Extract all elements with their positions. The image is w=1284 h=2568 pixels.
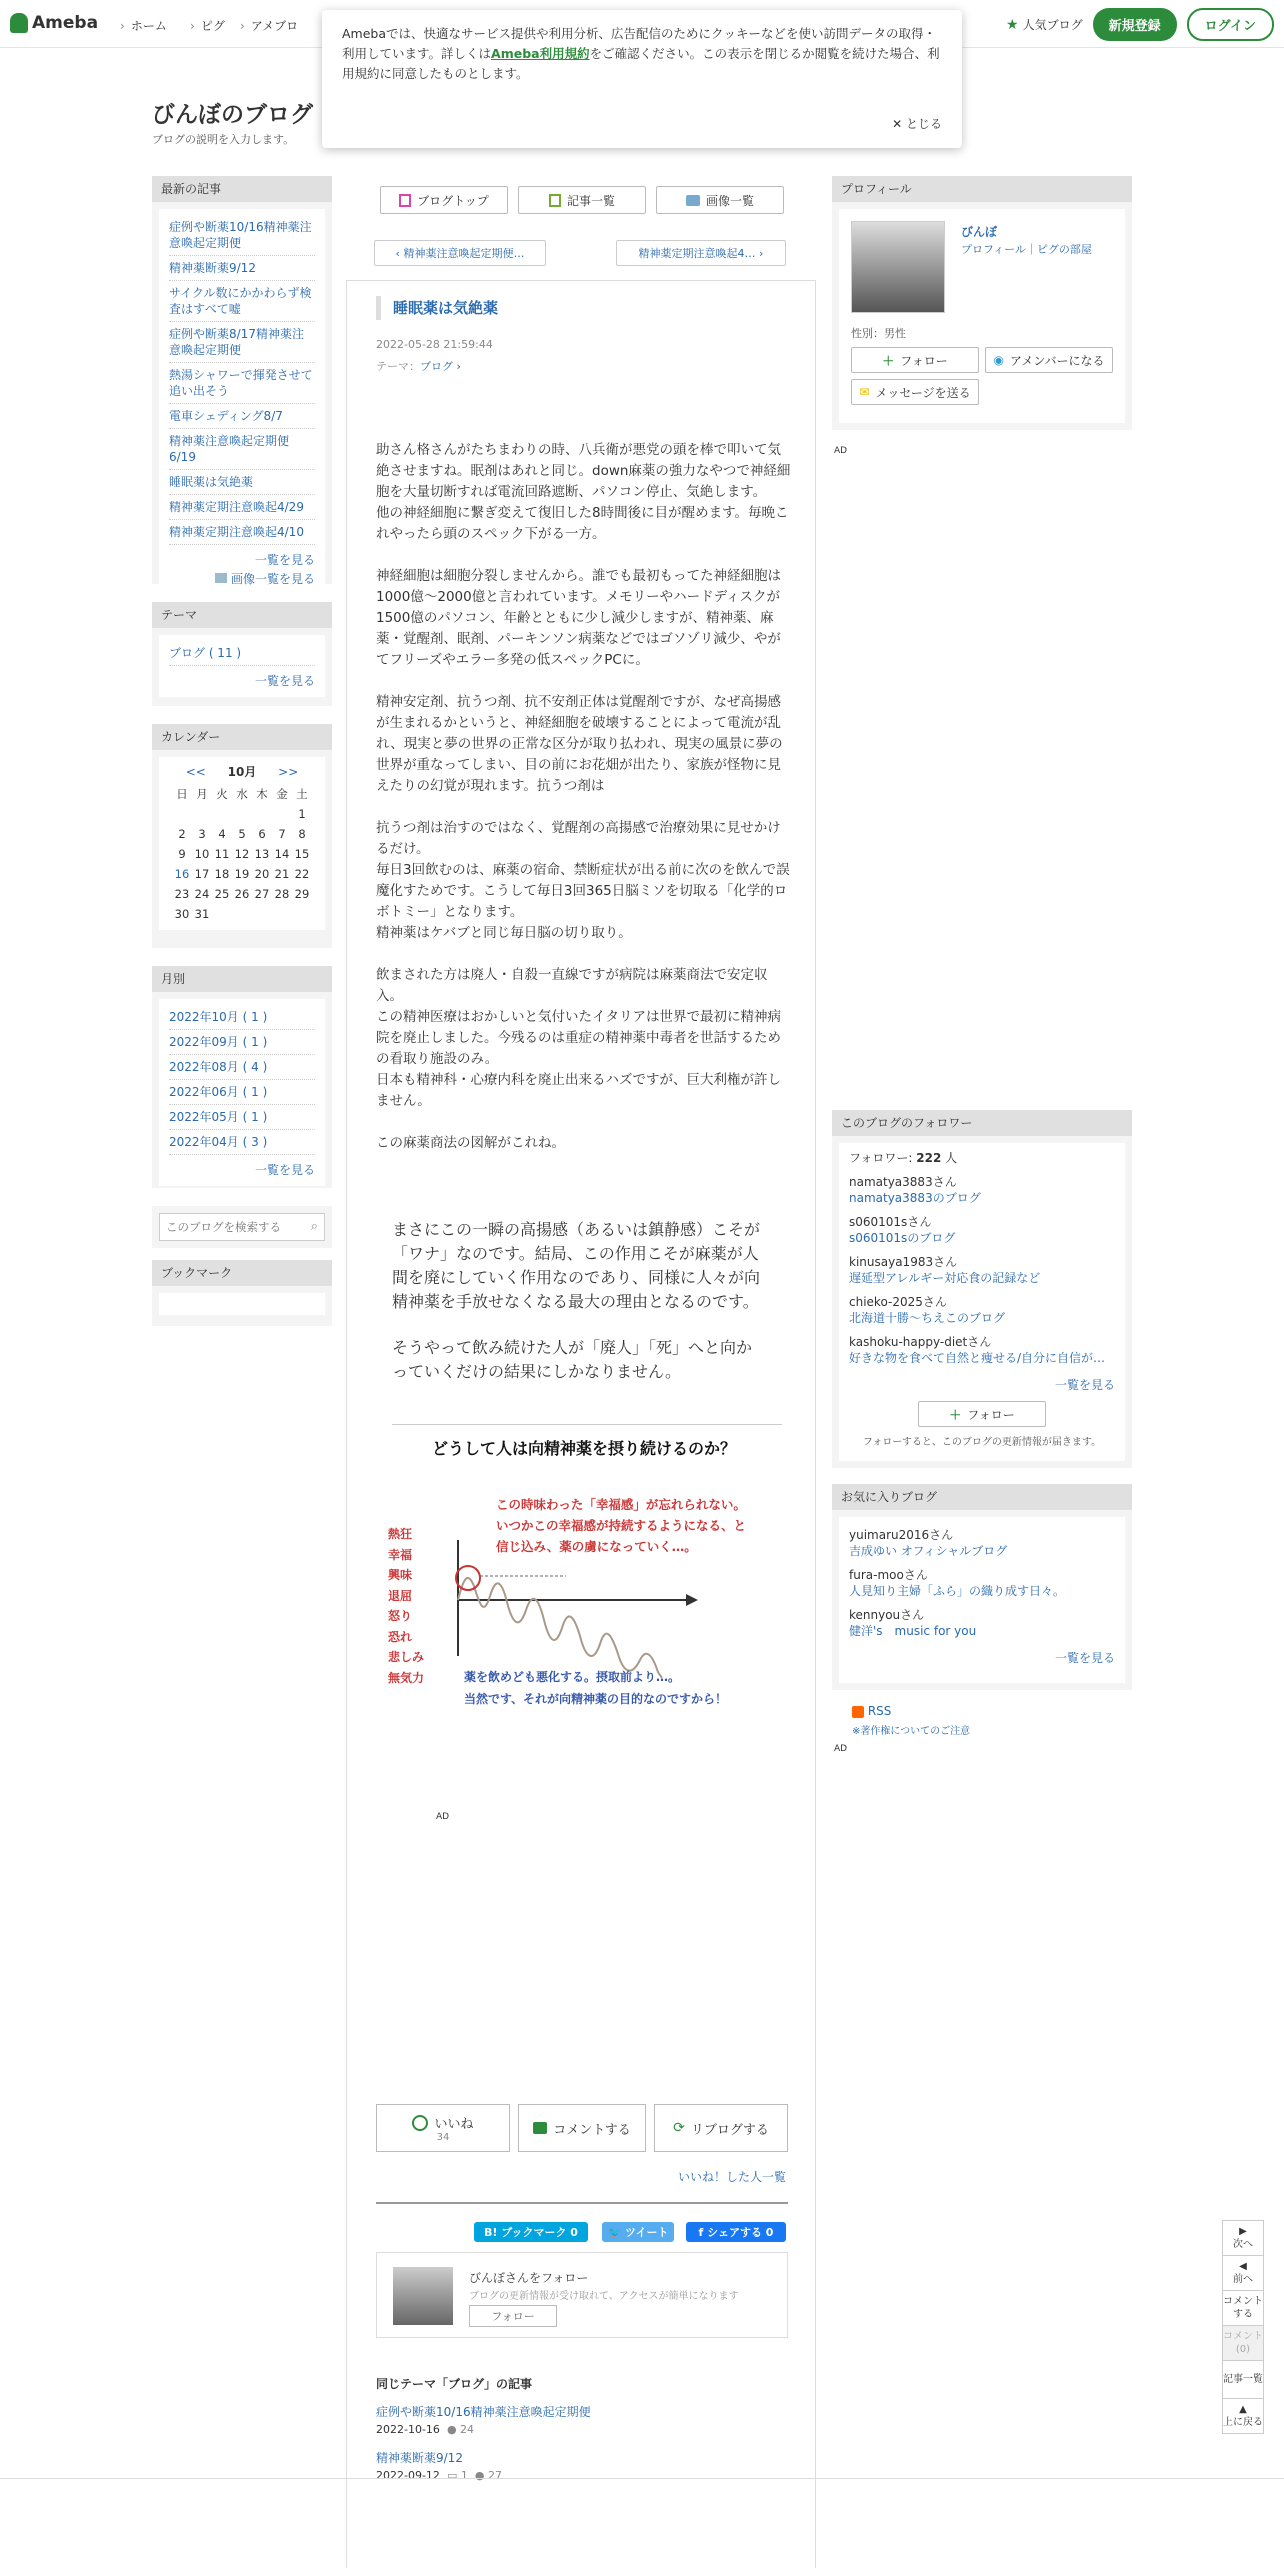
- chevron-right-icon: ›: [453, 360, 461, 373]
- cookie-notice: Amebaでは、快適なサービス提供や利用分析、広告配信のためにクッキーなどを使い訪問データの取得・利用しています。詳しくはAmeba利用規約をご確認ください。この表示を閉じるか閲覧を続けた場合、利用規約に同意したものとします。 ✕ とじる: [322, 10, 962, 148]
- camera-icon: [686, 195, 700, 206]
- reblog-button[interactable]: ⟳ リブログする: [654, 2104, 788, 2152]
- follower-name: namatya3883さん: [849, 1175, 957, 1189]
- image-list-button[interactable]: 画像一覧: [656, 186, 784, 214]
- footer-divider: [0, 2478, 1284, 2479]
- profile-avatar[interactable]: [851, 221, 945, 313]
- calendar-table: [172, 784, 312, 924]
- notebook-icon: [399, 194, 411, 207]
- ad-label: AD: [834, 1744, 848, 1754]
- calendar-day: 17: [194, 867, 210, 881]
- figure-bottom-text: 薬を飲めども悪化する。摂取前より…。 当然です、それが向精神薬の目的なのですから！: [464, 1670, 728, 1706]
- follower-name: kashoku-happy-dietさん: [849, 1335, 992, 1349]
- follower-item: [849, 1210, 1115, 1250]
- like-button[interactable]: いいね 34: [376, 2104, 510, 2152]
- recent-entry-link[interactable]: 電車シェディング8/7: [169, 409, 283, 423]
- calendar-day: 28: [274, 887, 290, 901]
- frog-icon: [10, 13, 28, 33]
- divider: [392, 1424, 782, 1425]
- profile-box: [832, 176, 1132, 430]
- same-theme-entry[interactable]: 症例や断薬10/16精神薬注意喚起定期便: [376, 2405, 591, 2419]
- same-theme-list: 症例や断薬10/16精神薬注意喚起定期便 2022-10-16 ● 24 精神薬断薬9/12 2022-09-12 ▭ 1 ● 27: [376, 2405, 591, 2482]
- follow-button[interactable]: フォロー: [469, 2305, 557, 2327]
- calendar-day: 22: [294, 867, 310, 881]
- calendar-day: 5: [238, 827, 246, 841]
- recent-entry-link[interactable]: 症例や断薬8/17精神薬注意喚起定期便: [169, 327, 304, 357]
- twitter-icon: 🐦: [607, 2225, 626, 2239]
- follower-blog-link[interactable]: s060101sのブログ: [849, 1231, 956, 1245]
- profile-links[interactable]: プロフィール｜ピグの部屋: [961, 243, 1092, 256]
- float-comment-button[interactable]: コメントする: [1223, 2291, 1263, 2326]
- favorite-blogs-box: [832, 1484, 1132, 1690]
- favorite-list: [849, 1523, 1115, 1643]
- followers-list: [849, 1170, 1115, 1370]
- calendar-day: 6: [258, 827, 266, 841]
- calendar-day: 30: [174, 907, 190, 921]
- image-list-link[interactable]: 画像一覧を見る: [169, 568, 315, 587]
- calendar-day: 10: [194, 847, 210, 861]
- figure-wave-graph: [446, 1536, 706, 1686]
- calendar-day: 2: [178, 827, 186, 841]
- float-comment-count: コメント(0): [1223, 2326, 1263, 2361]
- divider: [376, 2202, 788, 2204]
- entry-list-button[interactable]: 記事一覧: [518, 186, 646, 214]
- theme-box: [152, 602, 332, 706]
- calendar-day: 14: [274, 847, 290, 861]
- entry-paragraph: 精神安定剤、抗うつ剤、抗不安剤正体は覚醒剤ですが、なぜ高揚感が生まれるかというと、神経細胞を破壊することによって電流が乱れ、現実と夢の世界の正常な区分が取り払われ、現実の風景に夢の世界が重なってしまい、目の前にお花畑が出たり、家族が怪物に見えたりの幻覚が現れます。抗うつ剤は: [376, 694, 783, 794]
- calendar-weekday: 月: [196, 787, 208, 801]
- same-theme-entry[interactable]: 精神薬断薬9/12: [376, 2451, 463, 2465]
- follower-count: フォロワー: 222 人: [849, 1151, 958, 1165]
- bookmark-heading: ブックマーク: [152, 1260, 332, 1286]
- recent-entry-link[interactable]: 精神薬定期注意喚起4/10: [169, 525, 304, 539]
- favorite-item: [849, 1563, 1115, 1603]
- recent-entries-heading: 最新の記事: [152, 176, 332, 202]
- month-item[interactable]: [169, 1030, 315, 1055]
- calendar-day: 24: [194, 887, 210, 901]
- theme-item[interactable]: ブログ ( 11 ): [169, 641, 315, 666]
- entry-date: 2022-05-28 21:59:44: [376, 338, 493, 351]
- follower-blog-link[interactable]: namatya3883のブログ: [849, 1191, 981, 1205]
- month-link[interactable]: 2022年09月 ( 1 ): [169, 1035, 268, 1049]
- emotion-label: 怒り: [388, 1609, 413, 1623]
- calendar-day: [172, 804, 192, 824]
- like-icon: ●: [446, 2423, 457, 2436]
- calendar-day: 23: [174, 887, 190, 901]
- entry-theme: テーマ：ブログ ›: [376, 360, 461, 373]
- favorite-blog-link[interactable]: 人見知り主婦「ふら」の織り成す日々。: [849, 1584, 1066, 1598]
- terms-link[interactable]: Ameba利用規約: [491, 46, 590, 61]
- month-link[interactable]: 2022年05月 ( 1 ): [169, 1110, 268, 1124]
- bookmark-box: [152, 1260, 332, 1326]
- calendar-prev[interactable]: <<: [185, 765, 206, 779]
- entry-paragraph: 神経細胞は細胞分裂しませんから。誰でも最初もってた神経細胞は1000億〜2000億と言われています。メモリーやハードディスクが1500億のパソコン、年齢とともに少し減少しますが、精神薬、麻薬・覚醒剤、眠剤、パーキンソン病薬などではゴソゾリ減少、やがてフリーズやエラー多発の低スペックPCに。: [376, 568, 781, 668]
- emotion-label: 恐れ: [388, 1629, 413, 1644]
- float-prev-button[interactable]: ◀ 前へ: [1223, 2256, 1263, 2291]
- quote-paragraph: そうやって飲み続けた人が「廃人」「死」へと向かっていくだけの結果にしかなりません。: [392, 1338, 753, 1381]
- follow-description: ブログの更新情報が受け取れて、アクセスが簡単になります: [469, 2291, 739, 2302]
- calendar-day: [212, 904, 232, 924]
- recent-more-link[interactable]: 一覧を見る: [254, 553, 315, 567]
- hatena-bookmark-button[interactable]: B! ブックマーク 0: [474, 2222, 588, 2242]
- blog-search-input[interactable]: [160, 1214, 290, 1240]
- follower-name: kinusaya1983さん: [849, 1255, 958, 1269]
- calendar-day: 20: [254, 867, 270, 881]
- calendar-day: 4: [218, 827, 226, 841]
- calendar-day: 9: [178, 847, 186, 861]
- follower-item: [849, 1250, 1115, 1290]
- recent-entry-item[interactable]: [169, 281, 315, 322]
- calendar-day: 27: [254, 887, 270, 901]
- rss-link[interactable]: RSS: [852, 1704, 891, 1718]
- float-next-button[interactable]: ▶ 次へ: [1223, 2221, 1263, 2256]
- search-icon[interactable]: ⌕: [310, 1219, 318, 1234]
- login-button[interactable]: ログイン: [1187, 8, 1274, 41]
- recent-entry-link[interactable]: 精神薬断薬9/12: [169, 261, 256, 275]
- calendar-day: [272, 904, 292, 924]
- search-box: [152, 1206, 332, 1248]
- entry-body: [376, 440, 792, 1175]
- calendar-day: 7: [278, 827, 286, 841]
- comment-icon: [533, 2122, 547, 2134]
- calendar-heading: カレンダー: [152, 724, 332, 750]
- ad-label: AD: [834, 446, 848, 456]
- star-icon: ★: [1006, 16, 1019, 33]
- calendar-day: [232, 804, 252, 824]
- entry-title[interactable]: 睡眠薬は気絶薬: [376, 296, 498, 320]
- follower-item: [849, 1330, 1115, 1370]
- followers-more-link[interactable]: 一覧を見る: [1054, 1378, 1115, 1392]
- quote-image-text: [392, 1218, 762, 1406]
- facebook-icon: f: [698, 2225, 708, 2239]
- month-item[interactable]: [169, 1005, 315, 1030]
- follower-blog-link[interactable]: 好きな物を食べて自然と痩せる/自分に自信が…: [849, 1351, 1106, 1365]
- follower-item: [849, 1170, 1115, 1210]
- rss-icon: [852, 1706, 864, 1718]
- calendar-day: 25: [214, 887, 230, 901]
- month-link[interactable]: 2022年06月 ( 1 ): [169, 1085, 268, 1099]
- favorite-name: yuimaru2016さん: [849, 1528, 954, 1542]
- month-link[interactable]: 2022年08月 ( 4 ): [169, 1060, 268, 1074]
- recent-entry-item[interactable]: [169, 322, 315, 363]
- like-count: 34: [436, 2132, 450, 2143]
- calendar-day: 31: [194, 907, 210, 921]
- list-icon: [549, 194, 561, 207]
- month-item[interactable]: [169, 1105, 315, 1130]
- blog-title[interactable]: びんぼのブログ: [152, 102, 313, 128]
- calendar-day: 1: [298, 807, 306, 821]
- calendar-weekday: 日: [176, 787, 188, 801]
- recent-entries-box: [152, 176, 332, 584]
- calendar-day: 12: [234, 847, 250, 861]
- follower-blog-link[interactable]: 北海道十勝～ちえこのブログ: [849, 1311, 1006, 1325]
- ad-label: AD: [436, 1812, 450, 1822]
- recent-entry-item[interactable]: [169, 215, 315, 256]
- recent-entry-item[interactable]: [169, 256, 315, 281]
- back-icon: ◀: [1239, 2261, 1247, 2272]
- calendar-day: 3: [198, 827, 206, 841]
- calendar-weekday: 木: [256, 787, 268, 801]
- monthly-heading: 月別: [152, 966, 332, 992]
- follower-item: [849, 1290, 1115, 1330]
- emotion-label: 幸福: [388, 1547, 413, 1562]
- calendar-day: 15: [294, 847, 310, 861]
- calendar-next[interactable]: >>: [278, 765, 299, 779]
- followers-note: フォローすると、このブログの更新情報が届きます。: [862, 1437, 1102, 1448]
- recent-entry-link[interactable]: 精神薬定期注意喚起4/29: [169, 500, 304, 514]
- favorite-more-link[interactable]: 一覧を見る: [1054, 1651, 1115, 1665]
- amember-button[interactable]: ◉ アメンバーになる: [985, 347, 1113, 373]
- calendar-day: [252, 804, 272, 824]
- monthly-list: [169, 1005, 315, 1155]
- nav-ameblo[interactable]: › アメブロ: [240, 17, 298, 34]
- diagram-figure: [376, 1436, 792, 1736]
- tweet-button[interactable]: 🐦 ツイート: [602, 2222, 674, 2242]
- quote-paragraph: まさにこの一瞬の高揚感（あるいは鎮静感）こそが「ワナ」なのです。結局、この作用こそが麻薬が人間を廃にしていく作用なのであり、同様に人々が向精神薬を手放せなくなる最大の理由となるのです。: [392, 1220, 761, 1311]
- calendar-day: [292, 904, 312, 924]
- ameba-logo[interactable]: Ameba: [10, 13, 98, 33]
- favorite-name: kennyouさん: [849, 1608, 925, 1622]
- recent-entry-item[interactable]: [169, 470, 315, 495]
- calendar-day: [252, 904, 272, 924]
- favorite-name: fura-mooさん: [849, 1568, 928, 1582]
- floating-nav: [1222, 2220, 1264, 2434]
- month-item[interactable]: [169, 1130, 315, 1155]
- play-icon: ▶: [1239, 2226, 1247, 2237]
- recent-entry-link[interactable]: サイクル数にかかわらず検査はすべて嘘: [169, 286, 312, 316]
- figure-title: どうして人は向精神薬を摂り続けるのか？: [431, 1439, 736, 1458]
- figure-top-text: この時味わった「幸福感」が忘れられない。 いつかこの幸福感が持続するようになる、と 信じ込み、薬の虜になっていく…。: [496, 1497, 747, 1554]
- calendar-day: [232, 904, 252, 924]
- next-entry-link[interactable]: 精神薬定期注意喚起4… ›: [616, 240, 786, 266]
- profile-follow-button[interactable]: ＋ フォロー: [851, 347, 979, 373]
- favorite-heading: お気に入りブログ: [832, 1484, 1132, 1510]
- recent-entry-item[interactable]: [169, 520, 315, 545]
- recent-entry-item[interactable]: [169, 429, 315, 470]
- entry-paragraph: 助さん格さんがたちまわりの時、八兵衛が悪党の頭を棒で叩いて気絶させますね。眠剤はあれと同じ。down麻薬の強力なやつで神経細胞を大量切断すれば電流回路遮断、パソコン停止、気絶します。 他の神経細胞に繋ぎ変えて復旧した8時間後に目が醒めます。毎晩これやったら頭のスペック下がる一方。: [376, 442, 791, 542]
- recent-entry-item[interactable]: [169, 495, 315, 520]
- entry-paragraph: 飲まされた方は廃人・自殺一直線ですが病院は麻薬商法で安定収入。 この精神医療はおかしいと気付いたイタリアは世界で最初に精神病院を廃止しました。今残るのは重症の精神薬中毒者を世話するための看取り施設のみ。 日本も精神科・心療内科を廃止出来るハズですが、巨大利権が許しません。: [376, 967, 781, 1109]
- followers-follow-button[interactable]: ＋ フォロー: [918, 1401, 1046, 1427]
- follower-name: s060101sさん: [849, 1215, 932, 1229]
- calendar-day[interactable]: 16: [174, 867, 190, 881]
- register-button[interactable]: 新規登録: [1093, 8, 1177, 41]
- emotion-label: 無気力: [388, 1670, 425, 1685]
- calendar-day: 8: [298, 827, 306, 841]
- followers-heading: このブログのフォロワー: [832, 1110, 1132, 1136]
- reblog-icon: ⟳: [673, 2120, 685, 2136]
- nav-pigg[interactable]: › ピグ: [190, 17, 225, 34]
- profile-heading: プロフィール: [832, 176, 1132, 202]
- prev-entry-link[interactable]: ‹ 精神薬注意喚起定期便…: [374, 240, 546, 266]
- month-item[interactable]: [169, 1055, 315, 1080]
- amember-icon: ◉: [993, 353, 1005, 367]
- float-top-button[interactable]: ▲ 上に戻る: [1223, 2404, 1263, 2428]
- entry-theme-link[interactable]: ブログ: [420, 360, 453, 373]
- copyright-link[interactable]: ※著作権についてのご注意: [852, 1726, 971, 1737]
- calendar-month: 10月: [227, 765, 257, 779]
- plus-icon: ＋: [949, 1407, 962, 1422]
- message-button[interactable]: ✉ メッセージを送る: [851, 379, 979, 405]
- emotion-label: 退屈: [388, 1588, 413, 1603]
- entry-paragraph: この麻薬商法の図解がこれね。: [376, 1135, 565, 1151]
- chevron-right-icon: ›: [755, 246, 764, 260]
- followers-box: [832, 1110, 1132, 1468]
- calendar-weekday: 水: [236, 787, 248, 801]
- same-theme-heading: 同じテーマ「ブログ」の記事: [376, 2377, 533, 2391]
- calendar-day: 13: [254, 847, 270, 861]
- favorite-item: [849, 1523, 1115, 1563]
- follow-box: [376, 2252, 788, 2338]
- calendar-day: 18: [214, 867, 230, 881]
- month-link[interactable]: 2022年04月 ( 3 ): [169, 1135, 268, 1149]
- emotion-label: 熱狂: [388, 1527, 413, 1541]
- recent-entry-link[interactable]: 睡眠薬は気絶薬: [169, 475, 254, 489]
- chevron-left-icon: ‹: [395, 246, 404, 260]
- smile-icon: [412, 2115, 428, 2131]
- entry-paragraph: 抗うつ剤は治すのではなく、覚醒剤の高揚感で治療効果に見せかけるだけ。 毎日3回飲むのは、麻薬の宿命、禁断症状が出る前に次のを飲んで誤魔化すためです。こうして毎日3回365日脳ミソを切取る「化学的ロボトミー」となります。 精神薬はケバブと同じ毎日脳の切り取り。: [376, 820, 790, 941]
- calendar-day: 26: [234, 887, 250, 901]
- recent-entry-item[interactable]: [169, 404, 315, 429]
- comment-button[interactable]: コメントする: [518, 2104, 646, 2152]
- cookie-close-button[interactable]: ✕ とじる: [892, 117, 942, 131]
- float-entry-list-button[interactable]: 記事一覧: [1223, 2361, 1263, 2399]
- calendar-day: [212, 804, 232, 824]
- calendar-day: [272, 804, 292, 824]
- facebook-share-button[interactable]: f シェアする 0: [686, 2222, 786, 2242]
- recent-entries-list: [169, 215, 315, 545]
- calendar-day: 21: [274, 867, 290, 881]
- liked-users-link[interactable]: いいね！した人一覧: [677, 2170, 786, 2184]
- calendar-day: 29: [294, 887, 310, 901]
- plus-icon: ＋: [882, 353, 895, 368]
- avatar: [393, 2267, 453, 2325]
- calendar-weekday: 火: [216, 787, 228, 801]
- emotion-label: 興味: [388, 1568, 413, 1582]
- calendar-weekday: 土: [296, 787, 308, 801]
- comment-icon: ▭: [446, 2469, 458, 2482]
- recent-entry-link[interactable]: 症例や断薬10/16精神薬注意喚起定期便: [169, 220, 312, 250]
- calendar-day: 19: [234, 867, 250, 881]
- calendar-day: 11: [214, 847, 230, 861]
- favorite-item: [849, 1603, 1115, 1643]
- follow-title: びんぼさんをフォロー: [469, 2271, 589, 2285]
- blog-description: ブログの説明を入力します。: [152, 133, 295, 146]
- profile-gender: 性別：男性: [851, 327, 906, 340]
- follower-name: chieko-2025さん: [849, 1295, 947, 1309]
- popular-blog-link[interactable]: ★ 人気ブログ: [1006, 16, 1083, 33]
- up-icon: ▲: [1239, 2404, 1247, 2415]
- calendar-box: [152, 724, 332, 948]
- monthly-more-link[interactable]: 一覧を見る: [254, 1163, 315, 1177]
- like-icon: ●: [474, 2469, 485, 2482]
- blog-top-button[interactable]: ブログトップ: [380, 186, 508, 214]
- month-item[interactable]: [169, 1080, 315, 1105]
- recent-entry-link[interactable]: 精神薬注意喚起定期便6/19: [169, 434, 290, 464]
- recent-entry-item[interactable]: [169, 363, 315, 404]
- theme-heading: テーマ: [152, 602, 332, 628]
- calendar-weekday: 金: [276, 787, 288, 801]
- favorite-blog-link[interactable]: 健洋's music for you: [849, 1624, 977, 1638]
- envelope-icon: ✉: [859, 385, 870, 399]
- recent-entry-link[interactable]: 熱湯シャワーで揮発させて追い出そう: [169, 368, 313, 398]
- nav-home[interactable]: › ホーム: [120, 17, 167, 34]
- favorite-blog-link[interactable]: 吉成ゆい オフィシャルブログ: [849, 1544, 1008, 1558]
- emotion-label: 悲しみ: [388, 1650, 425, 1664]
- month-link[interactable]: 2022年10月 ( 1 ): [169, 1010, 268, 1024]
- figure-emotion-labels: [388, 1524, 424, 1688]
- theme-more-link[interactable]: 一覧を見る: [254, 674, 315, 688]
- monthly-archive-box: [152, 966, 332, 1188]
- follower-blog-link[interactable]: 遅延型アレルギー対応食の記録など: [849, 1271, 1041, 1285]
- image-icon: [215, 573, 227, 583]
- calendar-day: [192, 804, 212, 824]
- profile-name[interactable]: びんぼ: [961, 225, 998, 239]
